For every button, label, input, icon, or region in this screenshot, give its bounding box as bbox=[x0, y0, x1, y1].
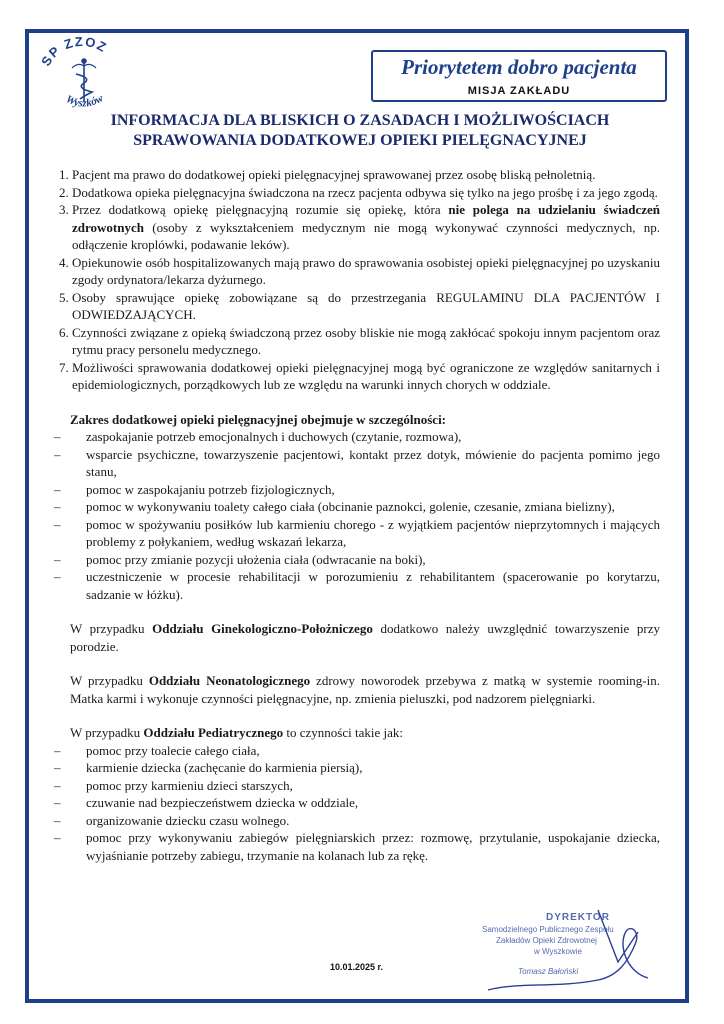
list-item: – uczestniczenie w procesie rehabilitacji w porozumieniu z rehabilitantem (spacerowanie po korytarzu, sadzanie w łóżku). bbox=[86, 568, 660, 603]
para-suffix: to czynności takie jak: bbox=[283, 725, 404, 740]
list-item: – pomoc w spożywaniu posiłków lub karmieniu chorego - z wyjątkiem pacjentów nieprzytomnych i mających problemy z połykaniem, według wskazań lekarza, bbox=[86, 516, 660, 551]
rule-emphasis: nie polega na udzielaniu świadczeń zdrowotnych bbox=[72, 202, 660, 235]
stamp-line: DYREKTOR bbox=[546, 912, 610, 923]
ward-name: Oddziału Ginekologiczno-Położniczego bbox=[152, 621, 373, 636]
para-suffix: dodatkowo należy uwzględnić towarzyszenie przy porodzie. bbox=[70, 621, 660, 654]
para-suffix: zdrowy noworodek przebywa z matką w systemie rooming-in. Matka karmi i wykonuje czynności pielęgnacyjne, np. zmienia pieluszki, pod nadzorem pielęgniarki. bbox=[70, 673, 660, 706]
ward-name: Oddziału Neonatologicznego bbox=[148, 673, 311, 688]
list-item: – czuwanie nad bezpieczeństwem dziecka w oddziale, bbox=[86, 794, 660, 812]
rules-list bbox=[52, 166, 660, 394]
stamp-line: Zakładów Opieki Zdrowotnej bbox=[496, 936, 597, 945]
list-item: – organizowanie dziecku czasu wolnego. bbox=[86, 812, 660, 830]
para-prefix: W przypadku bbox=[70, 673, 149, 688]
rule-text: Dodatkowa opieka pielęgnacyjna świadczona na rzecz pacjenta odbywa się tylko na jego prośbę i za jego zgodą. bbox=[72, 184, 658, 200]
rule-item bbox=[72, 289, 660, 324]
scope-title: Zakres dodatkowej opieki pielęgnacyjnej obejmuje w szczególności: bbox=[70, 411, 447, 427]
hospital-logo bbox=[32, 36, 132, 116]
document-title bbox=[60, 111, 660, 151]
list-item: – pomoc przy wykonywaniu zabiegów pielęgniarskich przez: rozmowę, przytulanie, uspokajanie dziecka, wyjaśnianie potrzeby zabiegu, trzymanie na kolanach lub za rękę. bbox=[86, 829, 660, 864]
list-item: – karmienie dziecka (zachęcanie do karmienia piersią), bbox=[86, 759, 660, 777]
mission-label: MISJA ZAKŁADU bbox=[467, 85, 571, 97]
rule-item bbox=[72, 184, 660, 202]
rule-text: Opiekunowie osób hospitalizowanych mają prawo do sprawowania osobistej opieki pielęgnacyjnej po uzyskaniu zgody ordynatora/lekarza dyżurnego. bbox=[72, 254, 660, 287]
document-body bbox=[52, 166, 660, 864]
rule-text: Osoby sprawujące opiekę zobowiązane są do przestrzegania REGULAMINU DLA PACJENTÓW I ODWIEDZAJĄCYCH. bbox=[72, 289, 660, 322]
caduceus-icon bbox=[72, 59, 96, 102]
logo-text-top: SP ZZOZ bbox=[38, 36, 110, 69]
stamp-line: w Wyszkowie bbox=[534, 947, 582, 956]
ped-list bbox=[52, 742, 660, 865]
rule-item bbox=[72, 254, 660, 289]
scope-list bbox=[52, 428, 660, 603]
logo-text-bottom: Wyszków bbox=[63, 92, 106, 110]
list-item: – zaspokajanie potrzeb emocjonalnych i duchowych (czytanie, rozmowa), bbox=[86, 428, 660, 446]
list-item: – pomoc w wykonywaniu toalety całego ciała (obcinanie paznokci, golenie, czesanie, zmiana bielizny), bbox=[86, 498, 660, 516]
rule-item bbox=[72, 359, 660, 394]
svg-text:SP ZZOZ bbox=[38, 36, 110, 69]
title-line: SPRAWOWANIA DODATKOWEJ OPIEKI PIELĘGNACYJNEJ bbox=[133, 132, 587, 149]
rule-item bbox=[72, 324, 660, 359]
para-prefix: W przypadku bbox=[70, 621, 153, 636]
document-date: 10.01.2025 r. bbox=[330, 962, 384, 972]
gyn-paragraph bbox=[70, 620, 660, 655]
rule-text: Możliwości sprawowania dodatkowej opieki pielęgnacyjnej mogą być ograniczone ze względów sanitarnych i epidemiologicznych, porządkowych lub ze względu na warunki innych chorych w oddziale. bbox=[72, 359, 660, 392]
list-item: – pomoc przy toalecie całego ciała, bbox=[86, 742, 660, 760]
neo-paragraph bbox=[70, 672, 660, 707]
motto-text: Priorytetem dobro pacjenta bbox=[401, 55, 637, 79]
motto-box bbox=[371, 50, 667, 102]
director-stamp bbox=[478, 902, 658, 992]
para-prefix: W przypadku bbox=[70, 725, 144, 740]
title-line: INFORMACJA DLA BLISKICH O ZASADACH I MOŻLIWOŚCIACH bbox=[110, 112, 610, 129]
list-item: – pomoc w zaspokajaniu potrzeb fizjologicznych, bbox=[86, 481, 660, 499]
ward-name: Oddziału Pediatrycznego bbox=[143, 725, 284, 740]
rule-text: Przez dodatkową opiekę pielęgnacyjną rozumie się opiekę, która bbox=[72, 202, 449, 217]
stamp-line: Samodzielnego Publicznego Zespołu bbox=[482, 925, 614, 934]
rule-text: Pacjent ma prawo do dodatkowej opieki pielęgnacyjnej sprawowanej przez osobę bliską pełnoletnią. bbox=[72, 167, 596, 182]
ped-paragraph bbox=[70, 724, 660, 742]
list-item: – pomoc przy karmieniu dzieci starszych, bbox=[86, 777, 660, 795]
svg-text:Wyszków bbox=[64, 92, 106, 110]
list-item: – pomoc przy zmianie pozycji ułożenia ciała (odwracanie na boki), bbox=[86, 551, 660, 569]
rule-item bbox=[72, 201, 660, 254]
stamp-line: Tomasz Bałoński bbox=[518, 967, 579, 976]
list-item: – wsparcie psychiczne, towarzyszenie pacjentowi, kontakt przez dotyk, mówienie do pacjenta pomimo jego stanu, bbox=[86, 446, 660, 481]
rule-item bbox=[72, 166, 660, 184]
rule-text: Czynności związane z opieką świadczoną przez osoby bliskie nie mogą zakłócać spokoju innym pacjentom oraz rytmu pracy personelu medycznego. bbox=[72, 324, 660, 357]
rule-text: (osoby z wykształceniem medycznym nie mogą wykonywać czynności medycznych, np. odłączenie kroplówki, podawanie leków). bbox=[72, 219, 660, 252]
